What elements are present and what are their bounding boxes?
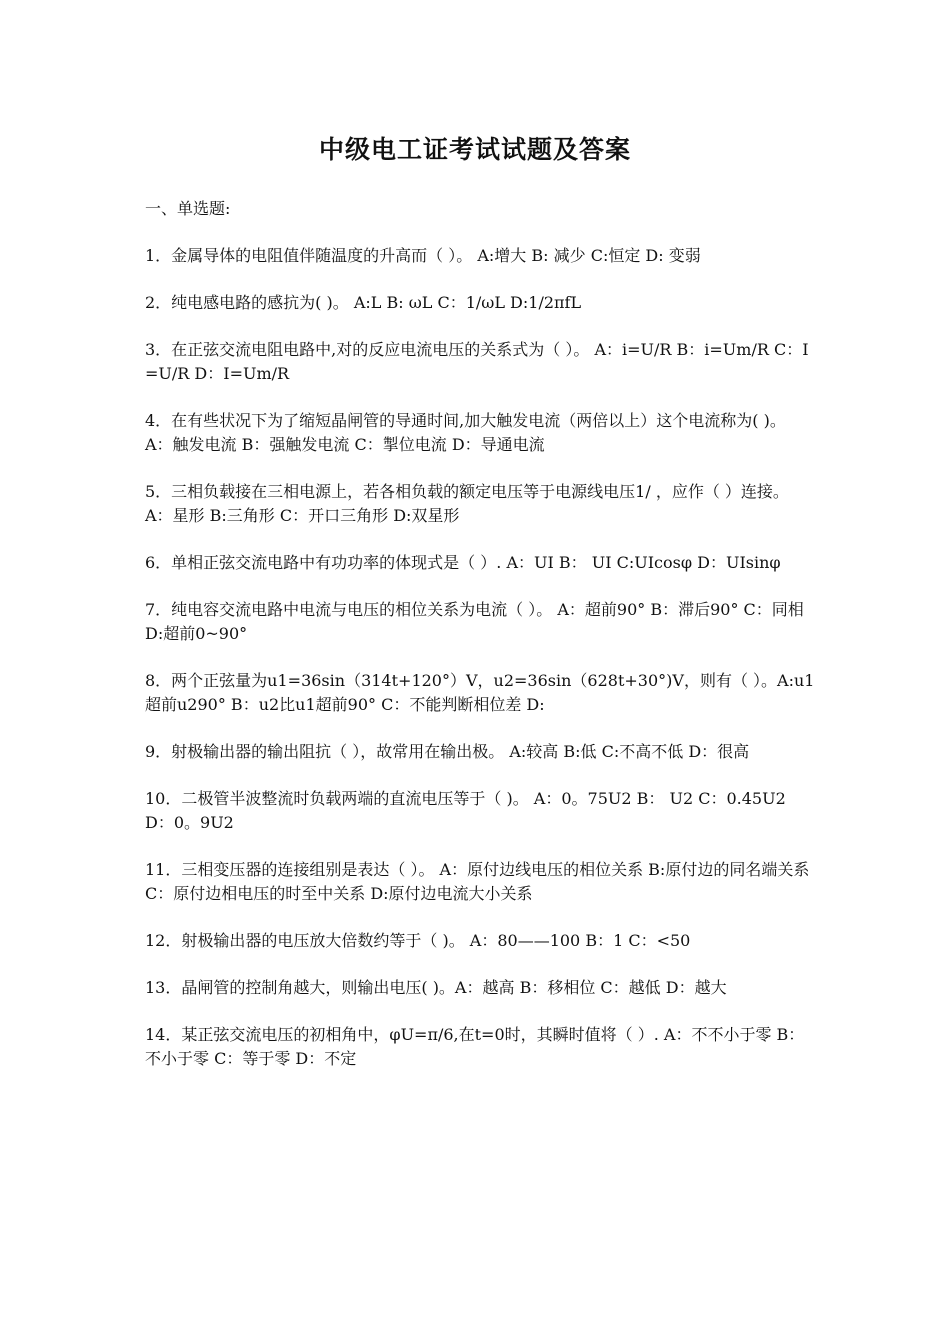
question-9: 9．射极输出器的输出阻抗（ ），故常用在输出极。 A:较高 B:低 C:不高不低 D：很高 [145, 742, 750, 761]
question-6: 6．单相正弦交流电路中有功功率的体现式是（ ）. A：UI B： UI C:UIcosφ D：UIsinφ [145, 553, 781, 572]
section-heading: 一、单选题: [145, 199, 231, 218]
question-7: 7．纯电容交流电路中电流与电压的相位关系为电流（ ）。 A：超前90° B：滞后90° C：同相 D:超前0~90° [145, 600, 804, 643]
question-13: 13．晶闸管的控制角越大，则输出电压( )。A：越高 B：移相位 C：越低 D：越大 [145, 978, 727, 997]
question-12: 12．射极输出器的电压放大倍数约等于（ )。 A：80——100 B：1 C：<50 [145, 931, 691, 950]
question-8: 8．两个正弦量为u1=36sin（314t+120°）V，u2=36sin（628t+30°)V，则有（ ）。A:u1超前u290° B：u2比u1超前90° C：不能判断相位差 D: [145, 671, 815, 714]
document-title: 中级电工证考试试题及答案 [318, 135, 631, 164]
question-4: 4．在有些状况下为了缩短晶闸管的导通时间,加大触发电流（两倍以上）这个电流称为( )。 A：触发电流 B：强触发电流 C：掣位电流 D：导通电流 [145, 411, 786, 454]
question-2: 2．纯电感电路的感抗为( )。 A:L B: ωL C：1/ωL D:1/2πfL [145, 293, 582, 312]
question-10: 10．二极管半波整流时负载两端的直流电压等于（ )。 A：0。75U2 B： U2 C：0.45U2 D：0。9U2 [145, 789, 786, 832]
question-3: 3．在正弦交流电阻电路中,对的反应电流电压的关系式为（ ）。 A：i=U/R B：i=Um/R C：I=U/R D：I=Um/R [145, 340, 809, 383]
question-list [145, 244, 815, 1094]
question-5: 5．三相负载接在三相电源上，若各相负载的额定电压等于电源线电压1/ ，应作（ ）连接。 A：星形 B:三角形 C：开口三角形 D:双星形 [145, 482, 789, 525]
question-1: 1．金属导体的电阻值伴随温度的升高而（ ）。 A:增大 B: 减少 C:恒定 D: 变弱 [145, 246, 701, 265]
question-11: 11．三相变压器的连接组别是表达（ ）。 A：原付边线电压的相位关系 B:原付边的同名端关系 C：原付边相电压的时至中关系 D:原付边电流大小关系 [145, 860, 810, 903]
question-14: 14．某正弦交流电压的初相角中，φU=π/6,在t=0时，其瞬时值将（ ）. A：不不小于零 B：不小于零 C：等于零 D：不定 [145, 1025, 805, 1068]
